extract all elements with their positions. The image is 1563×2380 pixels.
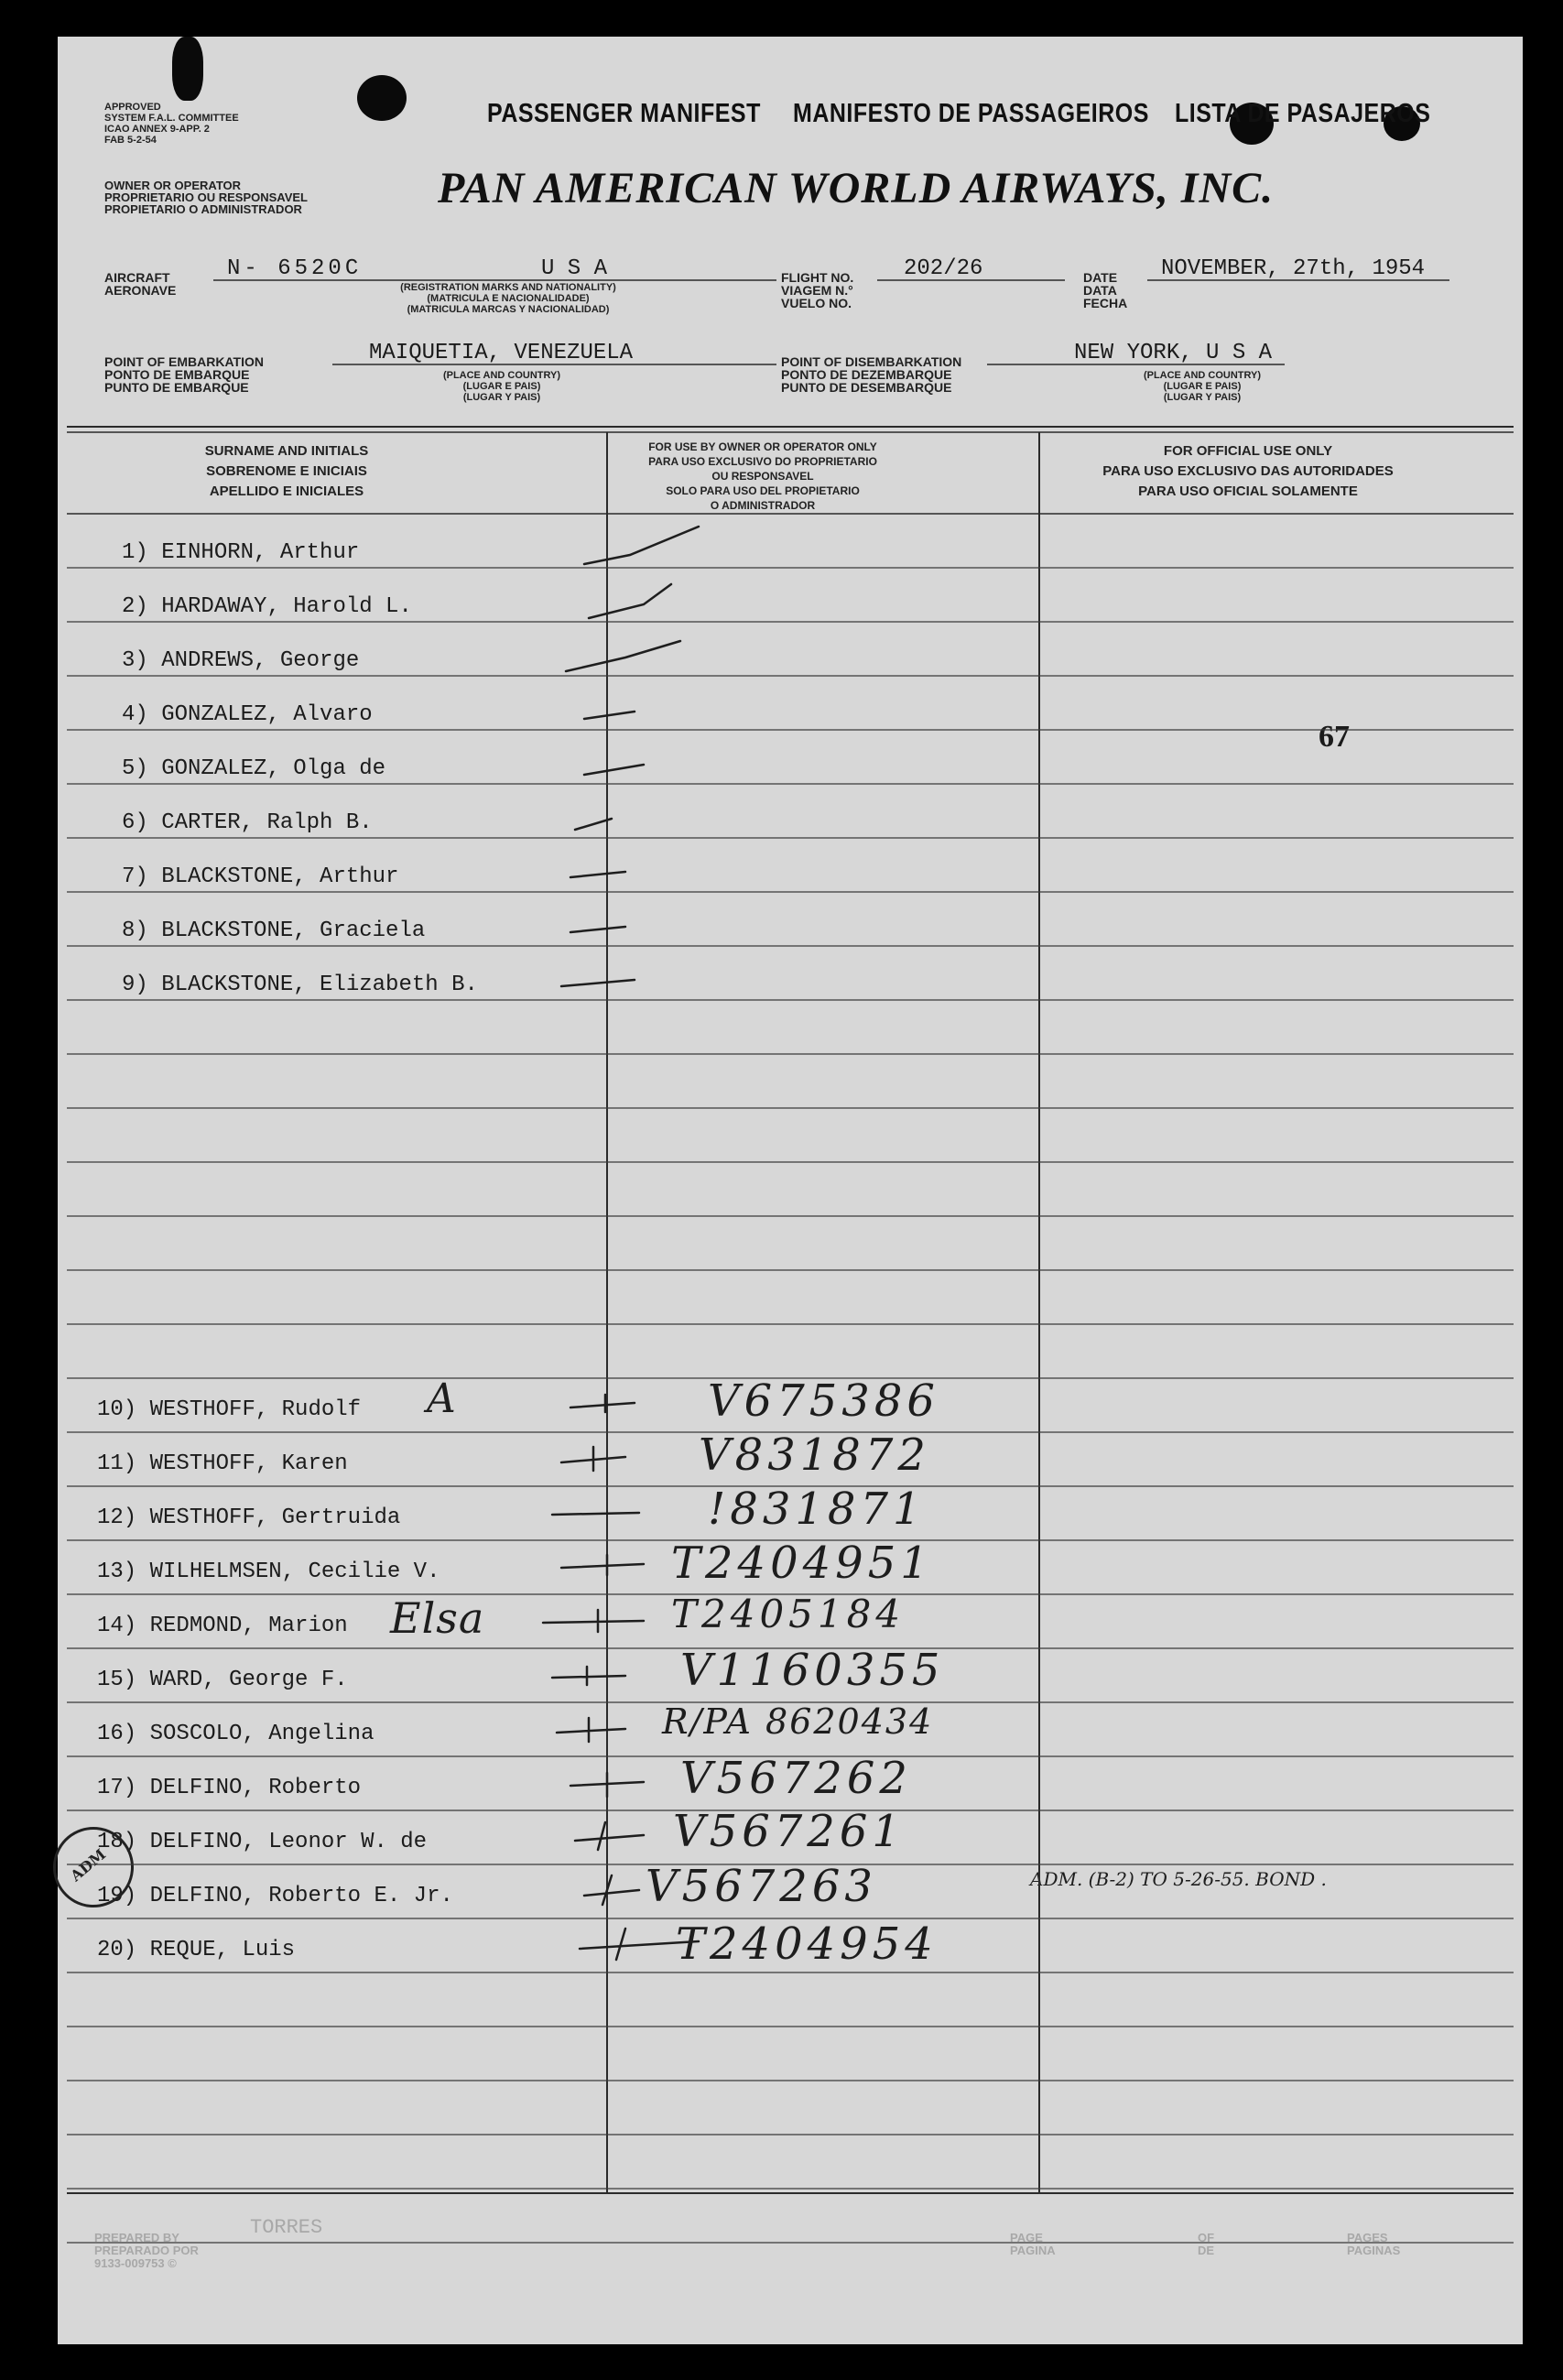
document-number: V567261 — [673, 1806, 905, 1857]
date-label: DATA — [1083, 283, 1117, 298]
prepared-by-name: TORRES — [250, 2216, 323, 2239]
company-name: PAN AMERICAN WORLD AIRWAYS, INC. — [438, 164, 1275, 212]
place-sublabel: (LUGAR Y PAIS) — [462, 392, 541, 403]
date-label: FECHA — [1083, 296, 1128, 310]
owner-label: OWNER OR OPERATOR — [104, 179, 242, 192]
aircraft-label: AIRCRAFT — [104, 270, 170, 285]
checkmark — [561, 980, 635, 986]
document-number: T2404951 — [671, 1538, 933, 1589]
date-label: DATE — [1083, 270, 1118, 285]
handwritten-initial: A — [427, 1375, 461, 1422]
passenger-name: DELFINO, Leonor W. de — [149, 1830, 428, 1854]
column-header-line: SOLO PARA USO DEL PROPIETARIO — [666, 484, 860, 497]
prepared-by-label: PREPARED BY — [94, 2231, 179, 2244]
row-number: 5) — [122, 756, 148, 781]
title-spanish: LISTA DE PASAJEROS — [1175, 98, 1431, 129]
row-number: 18) — [97, 1830, 137, 1854]
disembarkation-label: PONTO DE DEZEMBARQUE — [781, 367, 952, 382]
document-number: R/PA 8620434 — [662, 1701, 934, 1742]
pages-label: PAGINAS — [1347, 2244, 1401, 2257]
flight-label: VIAGEM N.° — [781, 283, 853, 298]
column-header-line: O ADMINISTRADOR — [710, 499, 816, 512]
column-header-line: FOR OFFICIAL USE ONLY — [1163, 443, 1333, 459]
checkmark — [584, 712, 635, 719]
passenger-name: DELFINO, Roberto E. Jr. — [149, 1884, 453, 1908]
document-number: V831872 — [699, 1429, 930, 1481]
place-sublabel: (LUGAR Y PAIS) — [1163, 392, 1242, 403]
row-number: 11) — [97, 1451, 137, 1476]
column-header-line: FOR USE BY OWNER OR OPERATOR ONLY — [648, 440, 877, 453]
row-number: 12) — [97, 1505, 137, 1530]
passenger-name: EINHORN, Arthur — [161, 540, 360, 565]
aircraft-country: U S A — [541, 256, 608, 281]
passenger-name: BLACKSTONE, Arthur — [161, 864, 399, 889]
passenger-name: BLACKSTONE, Graciela — [161, 918, 426, 943]
document-number: V675386 — [708, 1375, 939, 1427]
approval-line: ICAO ANNEX 9-APP. 2 — [104, 124, 210, 135]
passenger-name: WESTHOFF, Karen — [149, 1451, 348, 1476]
column-header-line: PARA USO EXCLUSIVO DAS AUTORIDADES — [1102, 463, 1394, 479]
row-number: 17) — [97, 1776, 137, 1800]
flight-label: VUELO NO. — [781, 296, 852, 310]
stamp-text: ADM — [67, 1845, 110, 1886]
checkmark — [584, 1875, 639, 1905]
row-number: 10) — [97, 1397, 137, 1422]
row-number: 15) — [97, 1668, 137, 1692]
checkmark — [543, 1610, 644, 1632]
row-number: 8) — [122, 918, 148, 943]
owner-label: PROPRIETARIO OU RESPONSAVEL — [104, 190, 308, 204]
checkmark — [561, 1447, 625, 1471]
row-number: 6) — [122, 810, 148, 835]
row-number: 13) — [97, 1559, 137, 1584]
row-number: 3) — [122, 648, 148, 673]
passenger-name: GONZALEZ, Olga de — [161, 756, 386, 781]
row-number: 2) — [122, 594, 148, 619]
column-header-line: SOBRENOME E INICIAIS — [206, 463, 367, 479]
row-number: 16) — [97, 1722, 137, 1746]
official-count: 67 — [1319, 720, 1350, 754]
row-number: 4) — [122, 702, 148, 727]
flight-date: NOVEMBER, 27th, 1954 — [1161, 256, 1426, 281]
embarkation-label: PUNTO DE EMBARQUE — [104, 380, 249, 395]
checkmark — [552, 1513, 639, 1515]
form-ruling — [58, 37, 1523, 2344]
passenger-name: WILHELMSEN, Cecilie V. — [149, 1559, 440, 1584]
row-number: 7) — [122, 864, 148, 889]
flight-number: 202/26 — [904, 256, 983, 281]
checkmark — [584, 765, 644, 775]
checkmark — [580, 1929, 699, 1960]
approval-line: SYSTEM F.A.L. COMMITTEE — [104, 113, 239, 124]
column-header-line: PARA USO EXCLUSIVO DO PROPRIETARIO — [648, 455, 877, 468]
aircraft-registration: N- 6520C — [227, 256, 363, 281]
embarkation-point: MAIQUETIA, VENEZUELA — [369, 341, 634, 365]
disembarkation-point: NEW YORK, U S A — [1074, 341, 1273, 365]
row-number: 9) — [122, 973, 148, 997]
passenger-name: DELFINO, Roberto — [149, 1776, 362, 1800]
aircraft-label: AERONAVE — [104, 283, 177, 298]
passenger-name: WESTHOFF, Rudolf — [149, 1397, 362, 1422]
registration-sublabel: (MATRICULA E NACIONALIDADE) — [427, 293, 590, 304]
embarkation-label: PONTO DE EMBARQUE — [104, 367, 250, 382]
disembarkation-label: PUNTO DE DESEMBARQUE — [781, 380, 952, 395]
title-english: PASSENGER MANIFEST — [487, 98, 761, 129]
column-header-line: PARA USO OFICIAL SOLAMENTE — [1138, 484, 1358, 499]
passenger-name: WESTHOFF, Gertruida — [149, 1505, 401, 1530]
column-header-line: SURNAME AND INITIALS — [204, 443, 369, 459]
approval-line: FAB 5-2-54 — [104, 135, 157, 146]
row-number: 20) — [97, 1938, 137, 1962]
row-number: 1) — [122, 540, 148, 565]
passenger-name: GONZALEZ, Alvaro — [161, 702, 373, 727]
approval-line: APPROVED — [104, 102, 161, 113]
flight-label: FLIGHT NO. — [781, 270, 854, 285]
checkmark — [557, 1718, 625, 1742]
checkmark — [552, 1667, 625, 1685]
document-number: T2404954 — [676, 1918, 938, 1970]
pages-label: PAGES — [1347, 2231, 1388, 2244]
embarkation-label: POINT OF EMBARKATION — [104, 354, 264, 369]
of-label: OF — [1198, 2231, 1215, 2244]
passenger-name: REQUE, Luis — [149, 1938, 296, 1962]
document-number: V567263 — [646, 1861, 877, 1912]
checkmark — [566, 641, 680, 671]
page-label: PAGE — [1010, 2231, 1043, 2244]
handwritten-middle-name: Elsa — [390, 1593, 485, 1643]
registration-sublabel: (REGISTRATION MARKS AND NATIONALITY) — [400, 282, 616, 293]
row-number: 14) — [97, 1614, 137, 1638]
manifest-sheet — [58, 37, 1523, 2344]
checkmark — [561, 1555, 644, 1575]
passenger-name: REDMOND, Marion — [149, 1614, 348, 1638]
passenger-name: ANDREWS, George — [161, 648, 360, 673]
place-sublabel: (LUGAR E PAIS) — [462, 381, 541, 392]
owner-label: PROPIETARIO O ADMINISTRADOR — [104, 202, 302, 216]
checkmark — [570, 1773, 644, 1797]
disembarkation-label: POINT OF DISEMBARKATION — [781, 354, 962, 369]
form-number: 9133-009753 © — [94, 2256, 177, 2270]
checkmark — [570, 1395, 635, 1412]
checkmark — [570, 872, 625, 877]
checkmark — [589, 584, 671, 618]
column-header-line: OU RESPONSAVEL — [711, 470, 814, 483]
place-sublabel: (PLACE AND COUNTRY) — [1143, 370, 1262, 381]
row-number: 19) — [97, 1884, 137, 1908]
passenger-name: WARD, George F. — [149, 1668, 348, 1692]
official-annotation: ADM. (B-2) TO 5-26-55. BOND . — [1030, 1868, 1327, 1890]
passenger-name: CARTER, Ralph B. — [161, 810, 373, 835]
checkmark — [584, 527, 699, 564]
document-number: !831871 — [708, 1483, 926, 1535]
column-header-line: APELLIDO E INICIALES — [209, 484, 364, 499]
of-label: DE — [1198, 2244, 1215, 2257]
place-sublabel: (PLACE AND COUNTRY) — [442, 370, 561, 381]
passenger-name: HARDAWAY, Harold L. — [161, 594, 412, 619]
document-number: T2405184 — [671, 1592, 906, 1636]
passenger-name: BLACKSTONE, Elizabeth B. — [161, 973, 478, 997]
document-number: V567262 — [680, 1753, 912, 1804]
passenger-name: SOSCOLO, Angelina — [149, 1722, 374, 1746]
checkmark — [570, 927, 625, 932]
place-sublabel: (LUGAR E PAIS) — [1163, 381, 1242, 392]
document-number: V1160355 — [680, 1645, 945, 1696]
page-label: PAGINA — [1010, 2244, 1056, 2257]
checkmark — [575, 1822, 644, 1850]
prepared-by-label: PREPARADO POR — [94, 2244, 199, 2257]
title-portuguese: MANIFESTO DE PASSAGEIROS — [793, 98, 1149, 129]
registration-sublabel: (MATRICULA MARCAS Y NACIONALIDAD) — [407, 304, 610, 315]
